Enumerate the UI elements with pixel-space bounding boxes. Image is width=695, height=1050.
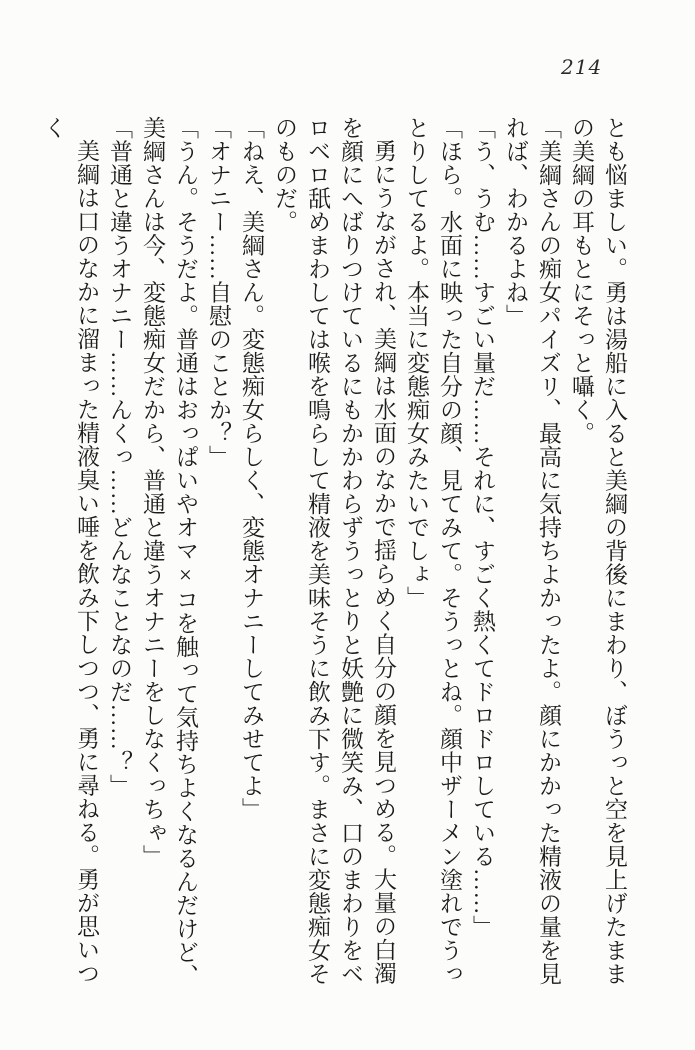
paragraph: 「う、うむ……すごい量だ……それに、すごく熱くてドロドロしている……」: [470, 116, 495, 939]
paragraph: 勇にうながされ、美綱は水面のなかで揺らめく自分の顔を見つめる。大量の白濁を顔にへばりつけているにもかかわらずうっとりと妖艶に微笑み、口のまわりをベロベロ舐めまわしては喉を鳴らして精液を美味そうに飲み下す。まさに変態痴女そのものだ。: [272, 116, 396, 986]
paragraph: 美綱は口のなかに溜まった精液臭い唾を飲み下しつつ、勇に尋ねる。勇が思いつく: [41, 116, 99, 985]
paragraph: 「オナニー……自慰のことか？」: [206, 116, 231, 469]
paragraph: 「うん。そうだよ。普通はおっぱいやオマ×コを触って気持ちよくなるんだけど、美綱さんは今、変態痴女だから、普通と違うオナニーをしなくっちゃ」: [140, 116, 198, 988]
vertical-text-block: [37, 116, 631, 992]
page-number: 214: [561, 55, 603, 79]
paragraph: 「美綱さんの痴女パイズリ、最高に気持ちよかったよ。顔にかかった精液の量を見れば、わかるよね」: [503, 116, 561, 986]
paragraph: 「普通と違うオナニー……んくっ……どんなことなのだ……？」: [107, 116, 132, 798]
paragraph: 「ねえ、美綱さん。変態痴女らしく、変態オナニーしてみせてよ」: [239, 116, 264, 821]
paragraph: 「ほら。水面に映った自分の顔、見てみて。そうっとね。顔中ザーメン塗れでうっとりしてるよ。本当に変態痴女みたいでしょ」: [404, 116, 462, 986]
paragraph: とも悩ましい。勇は湯船に入ると美綱の背後にまわり、ぼうっと空を見上げたままの美綱の耳もとにそっと囁く。: [569, 116, 627, 986]
